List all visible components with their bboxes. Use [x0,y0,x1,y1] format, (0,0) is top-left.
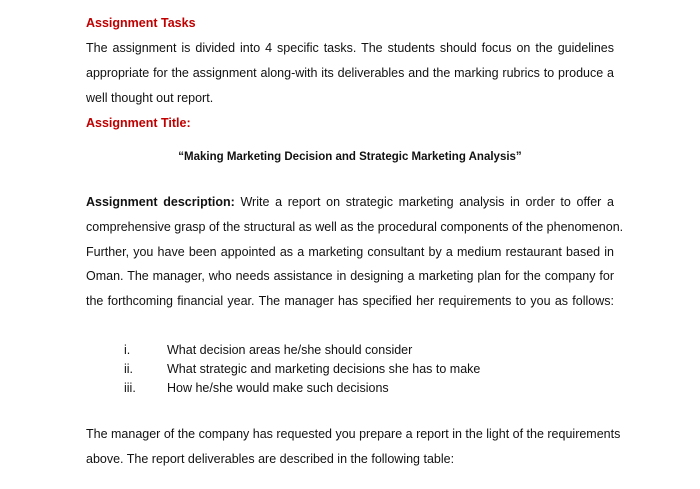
list-item-text: How he/she would make such decisions [167,381,389,395]
closing-paragraph-line-2: above. The report deliverables are described in the following table: [86,452,455,466]
tasks-paragraph-line-1: The assignment is divided into 4 specific tasks. The students should focus on the guidelines [86,41,614,55]
list-item-number: i. [124,343,131,357]
list-item-number: ii. [124,362,134,376]
list-item-number: iii. [124,381,136,395]
assignment-title-heading: Assignment Title: [86,116,191,130]
assignment-tasks-heading: Assignment Tasks [86,16,196,30]
description-paragraph-line-3: Further, you have been appointed as a marketing consultant by a medium restaurant based in [86,245,614,259]
assignment-title-text: “Making Marketing Decision and Strategic Marketing Analysis” [178,151,522,163]
description-label: Assignment description: [86,195,235,209]
closing-paragraph-line-1: The manager of the company has requested you prepare a report in the light of the requirements [86,427,621,441]
description-paragraph-line-2: comprehensive grasp of the structural as well as the procedural components of the phenomenon. [86,220,624,234]
description-paragraph-line-1 [86,194,614,210]
description-line-1-text: Write a report on strategic marketing analysis in order to offer a [234,195,614,209]
list-item-text: What decision areas he/she should consider [167,343,413,357]
description-paragraph-line-4: Oman. The manager, who needs assistance in designing a marketing plan for the company for [86,269,614,283]
tasks-paragraph-line-3: well thought out report. [86,91,214,105]
description-paragraph-line-5: the forthcoming financial year. The manager has specified her requirements to you as follows: [86,294,614,308]
tasks-paragraph-line-2: appropriate for the assignment along-with its deliverables and the marking rubrics to produce a [86,66,614,80]
list-item-text: What strategic and marketing decisions she has to make [167,362,481,376]
